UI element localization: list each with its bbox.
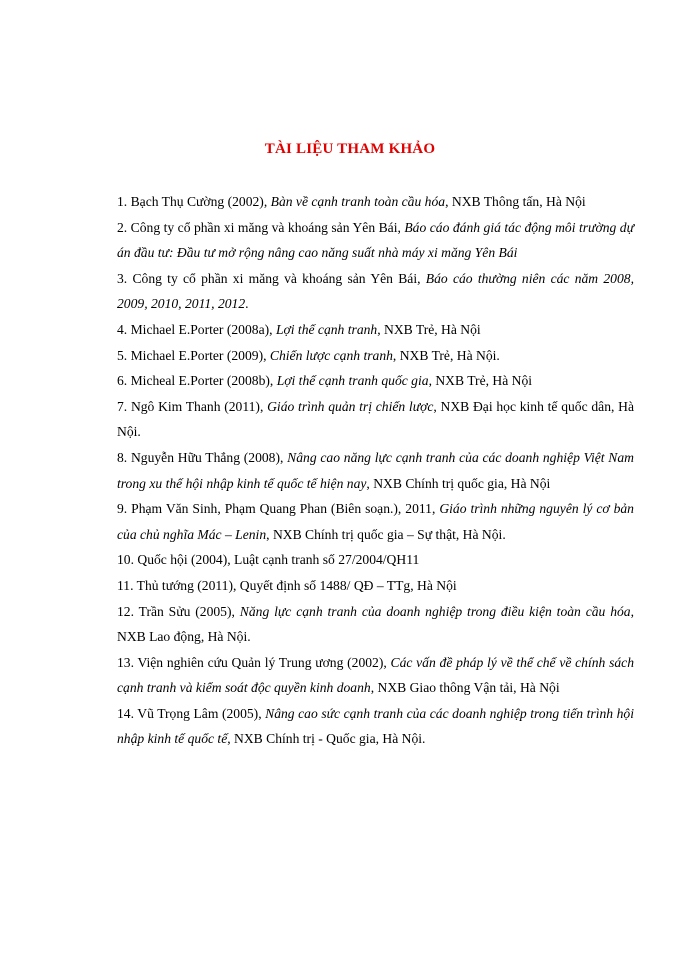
- reference-item: [117, 701, 634, 752]
- reference-prefix: 2. Công ty cổ phần xi măng và khoáng sản Yên Bái,: [117, 219, 405, 235]
- reference-prefix: 4. Michael E.Porter (2008a),: [117, 321, 276, 337]
- reference-prefix: 1. Bạch Thụ Cường (2002),: [117, 194, 271, 209]
- reference-prefix: 12. Trần Sửu (2005),: [117, 603, 240, 619]
- reference-title: Chiến lược cạnh tranh: [269, 347, 393, 363]
- reference-title: Báo cáo đánh giá tác động môi trường dự án đầu tư: Đầu tư mở rộng nâng cao năng suất nhà máy xi măng Yên Bái: [117, 219, 634, 261]
- reference-list: [117, 189, 634, 752]
- reference-title: Nâng cao sức cạnh tranh của các doanh nghiệp trong tiến trình hội nhập kinh tế quốc tế: [117, 705, 634, 747]
- reference-title: Bàn về cạnh tranh toàn cầu hóa: [270, 194, 446, 209]
- reference-suffix: , NXB Trẻ, Hà Nội.: [392, 347, 500, 363]
- reference-title: Lợi thế cạnh tranh quốc gia: [276, 373, 429, 389]
- reference-item: [117, 394, 634, 445]
- reference-suffix: , NXB Trẻ, Hà Nội: [428, 373, 533, 389]
- reference-prefix: 6. Micheal E.Porter (2008b),: [117, 373, 277, 389]
- reference-item: [117, 496, 634, 547]
- reference-suffix: , NXB Thông tấn, Hà Nội: [445, 194, 586, 209]
- reference-prefix: 11. Thủ tướng (2011), Quyết định số 1488/ QĐ – TTg, Hà Nội: [117, 577, 457, 593]
- reference-prefix: 7. Ngô Kim Thanh (2011),: [117, 398, 268, 414]
- reference-title: Lợi thế cạnh tranh: [275, 321, 378, 337]
- reference-prefix: 5. Michael E.Porter (2009),: [117, 347, 270, 363]
- reference-item: [117, 215, 634, 266]
- reference-title: Báo cáo thường niên các năm 2008, 2009, 2010, 2011, 2012: [117, 270, 634, 312]
- reference-suffix: , NXB Chính trị quốc gia – Sự thật, Hà Nội.: [266, 526, 506, 542]
- reference-item: [117, 266, 634, 317]
- reference-prefix: 14. Vũ Trọng Lâm (2005),: [117, 705, 266, 721]
- reference-title: Năng lực cạnh tranh của doanh nghiệp trong điều kiện toàn cầu hóa: [239, 603, 631, 619]
- reference-prefix: 8. Nguyễn Hữu Thắng (2008),: [117, 449, 288, 465]
- reference-item: [117, 650, 634, 701]
- reference-prefix: 10. Quốc hội (2004), Luật cạnh tranh số 27/2004/QH11: [117, 552, 420, 568]
- reference-suffix: , NXB Giao thông Vận tải, Hà Nội: [370, 680, 560, 696]
- reference-title: Giáo trình quản trị chiến lược: [267, 398, 434, 414]
- reference-suffix: , NXB Trẻ, Hà Nội: [377, 321, 481, 337]
- reference-title: Nâng cao năng lực cạnh tranh của các doanh nghiệp Việt Nam trong xu thế hội nhập kinh tế quốc tế hiện nay: [117, 449, 634, 491]
- reference-suffix: .: [245, 296, 249, 312]
- reference-item: [117, 189, 634, 215]
- reference-suffix: , NXB Chính trị - Quốc gia, Hà Nội.: [227, 731, 426, 747]
- reference-suffix: , NXB Lao động, Hà Nội.: [117, 603, 634, 645]
- reference-item: [117, 343, 634, 369]
- reference-prefix: 3. Công ty cổ phần xi măng và khoáng sản Yên Bái,: [117, 270, 426, 286]
- reference-title: Các vấn đề pháp lý về thể chế về chính sách cạnh tranh và kiểm soát độc quyền kinh doanh: [117, 654, 634, 696]
- reference-item: [117, 368, 634, 394]
- reference-prefix: 9. Phạm Văn Sinh, Phạm Quang Phan (Biên soạn.), 2011,: [117, 501, 440, 517]
- reference-item: [117, 573, 634, 599]
- reference-item: [117, 547, 634, 573]
- reference-title: Giáo trình những nguyên lý cơ bản của chủ nghĩa Mác – Lenin: [117, 501, 634, 542]
- reference-item: [117, 445, 634, 496]
- reference-suffix: , NXB Đại học kinh tế quốc dân, Hà Nội.: [117, 398, 634, 440]
- reference-suffix: , NXB Chính trị quốc gia, Hà Nội: [366, 475, 551, 491]
- page-title: TÀI LIỆU THAM KHẢO: [264, 141, 436, 157]
- reference-prefix: 13. Viện nghiên cứu Quản lý Trung ương (2002),: [117, 654, 391, 670]
- reference-item: [117, 599, 634, 650]
- reference-item: [117, 317, 634, 343]
